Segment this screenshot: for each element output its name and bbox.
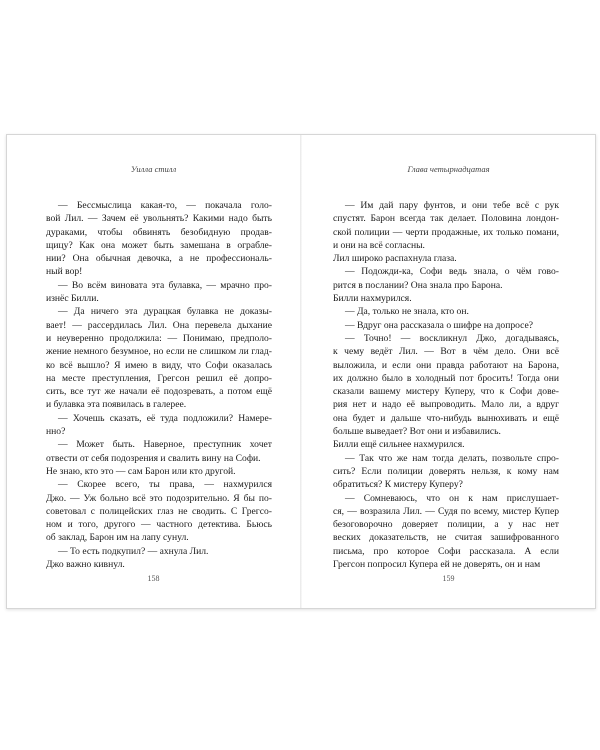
right-page [302,135,595,608]
text-line: — Точно! — воскликнул Джо, догадываясь, [345,332,559,344]
right-page-number: 159 [442,574,455,583]
text-line: — Во всём виновата эта булавка, — мрачно про- [58,279,272,291]
text-line: — Им дай пару фунтов, и они тебе всё с рук [345,200,559,211]
text-line: и булавка эта появилась в галерее. [46,399,187,411]
text-line: Не знаю, кто это — сам Барон или кто другой. [46,465,236,477]
text-line: — Да, только не знала, кто он. [345,306,469,318]
book-spread [6,134,596,609]
text-line: Джо важно кивнул. [46,559,125,571]
text-line: — Бессмыслица какая-то, — покачала голо- [58,200,272,211]
text-line: — Может быть. Наверное, преступник хочет [58,439,272,451]
text-line: — Вдруг она рассказала о шифре на допросе? [345,319,534,331]
text-line: безоговорочно доверяет полиции, а у нас нет [333,519,559,531]
text-line: вает! — рассердилась Лил. Она перевела дыхание [46,319,272,331]
text-line: ской полиции — черти продажные, их только помани, [333,226,559,238]
right-page-text [333,199,559,571]
left-running-header: Уилла стилл [130,164,177,174]
text-line: нно? [46,426,66,438]
text-line: сказали вашему мистеру Куперу, что к Софи дове- [333,386,559,398]
left-page-number: 158 [147,574,160,583]
text-line: отвести от себя подозрения и свалить вину на Софи. [46,452,261,464]
text-line: Джо. — Уж больно всё это подозрительно. Я бы по- [46,492,272,504]
right-running-header: Глава четырнадцатая [407,164,490,174]
text-line: — Подожди-ка, Софи ведь знала, о чём гово- [345,266,559,278]
text-line: и неуверенно продолжила: — Понимаю, предполо- [46,332,272,344]
text-line: Билли ещё сильнее нахмурился. [333,439,465,451]
text-line: Билли нахмурился. [333,293,412,305]
text-line: ный вор! [46,266,83,278]
text-line: Грегсон попросил Купера ей не доверять, он и нам [333,559,541,571]
text-line: выложила, и если они правда работают на Барона, [333,359,559,371]
text-line: советовал с полицейских глаз не сводить. С Грегсо- [46,505,272,517]
text-line: рия нет и надо её выпроводить. Мало ли, а вдруг [333,399,559,411]
text-line: к чему ведёт Лил. — Вот в чём дело. Они всё [333,346,559,358]
text-line: — Скорее всего, ты права, — нахмурился [58,479,272,491]
text-line: вой Лил. — Зачем её увольнять? Какими надо быть [46,213,272,225]
text-line: дураками, чтобы обвинять безобидную продав- [46,226,272,238]
left-page-text [46,199,272,571]
text-line: больше выведает? Вот они и избавились. [333,426,501,438]
text-line: сить? Если полиции доверять нельзя, к кому нам [333,465,559,477]
text-line: ном и того, другого — частного детектива. Бьюсь [46,519,272,531]
text-line: — Так что же нам тогда делать, позвольте спро- [345,452,559,464]
text-line: письма, про которое Софи рассказала. А если [333,545,559,557]
text-line: обратиться? К мистеру Куперу? [333,479,463,491]
text-line: изнёс Билли. [46,293,99,305]
text-line: рится в послании? Она знала про Барона. [333,279,503,291]
text-line: об заклад, Барон им на лапу сунул. [46,532,189,544]
text-line: жение немного безумное, но если не слишком ли глад- [46,346,272,358]
text-line: щицу? Как она может быть замешана в ограбле- [46,239,272,251]
text-line: сить, все тут же начали её подозревать, а потом ещё [46,386,272,398]
text-line: — Да ничего эта дурацкая булавка не доказы- [58,306,272,318]
text-line: ся, — возразила Лил. — Судя по всему, мистер Купер [333,505,559,517]
text-line: и они на всё согласны. [333,239,425,251]
text-line: на месте преступления, Грегсон решил её допро- [46,372,272,384]
text-line: Лил широко распахнула глаза. [333,253,457,265]
text-line: — Хочешь сказать, её туда подложили? Намере- [58,412,272,424]
text-line: — То есть подкупил? — ахнула Лил. [58,545,209,557]
text-line: спустят. Барон всегда так делает. Половина лондон- [333,213,559,225]
text-line: их должно было в холодный пот бросить! Тогда они [333,372,559,384]
text-line: веских доказательств, не считая зашифрованного [333,532,559,544]
text-line: нии? Она обычная девочка, а не профессиональ- [46,253,272,265]
left-page [7,135,300,608]
text-line: — Сомневаюсь, что он к нам прислушает- [345,492,559,504]
text-line: она будет и дальше что-нибудь вынюхивать и ещё [333,412,559,424]
text-line: ко всё вышло? Я имею в виду, что Софи оказалась [46,359,272,371]
